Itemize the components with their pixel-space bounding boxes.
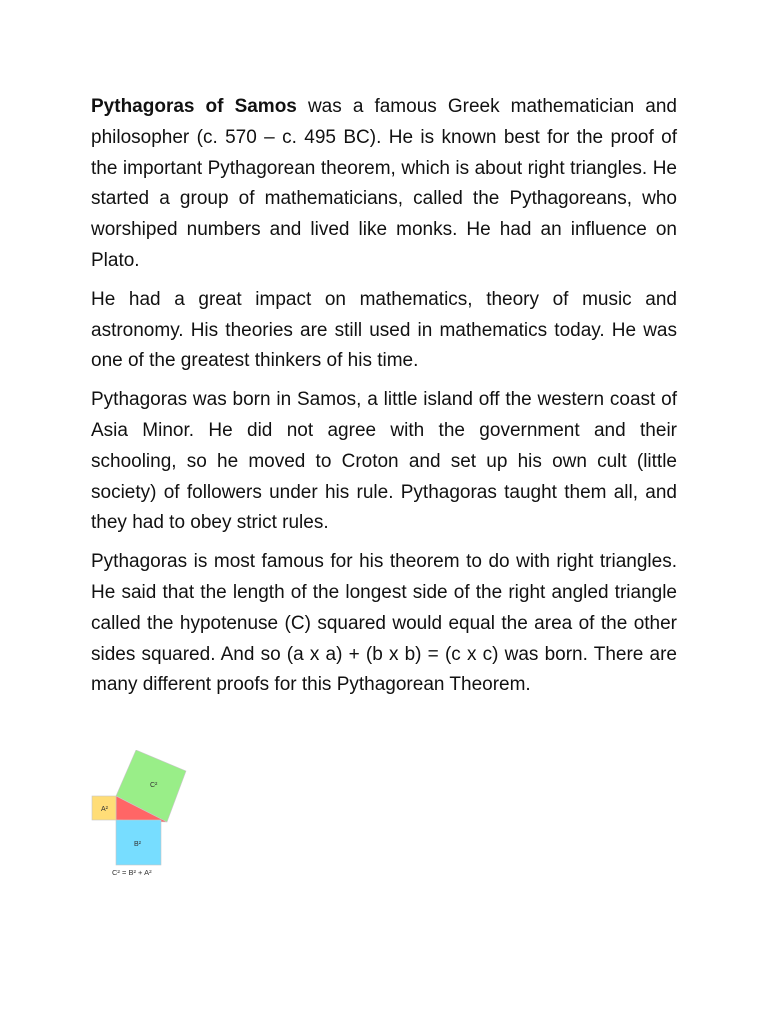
label-a-squared: A² <box>101 806 108 813</box>
label-b-squared: B² <box>134 841 141 848</box>
paragraph-2: He had a great impact on mathematics, theory of music and astronomy. His theories are still used in mathematics today. He was one of the greatest thinkers of his time. <box>91 288 677 372</box>
diagram-svg <box>88 750 198 880</box>
paragraph-1 <box>91 92 677 277</box>
paragraph-4: Pythagoras is most famous for his theorem to do with right triangles. He said that the length of the longest side of the right angled triangle called the hypotenuse (C) squared would equal the area of the other sides squared. And so (a x a) + (b x b) = (c x c) was born. There are many different proofs for this Pythagorean Theorem. <box>91 551 677 696</box>
document-body <box>91 92 677 709</box>
equation-caption: C² = B² + A² <box>112 868 152 877</box>
paragraph-3: Pythagoras was born in Samos, a little island off the western coast of Asia Minor. He did not agree with the government and their schooling, so he moved to Croton and set up his own cult (little society) of followers under his rule. Pythagoras taught them all, and they had to obey strict rules. <box>91 389 677 534</box>
label-c-squared: C² <box>150 782 158 789</box>
bold-lead-text: Pythagoras of Samos <box>91 96 297 117</box>
pythagorean-theorem-diagram <box>88 750 198 880</box>
paragraph-1-text: was a famous Greek mathematician and philosopher (c. 570 – c. 495 BC). He is known best for the proof of the important Pythagorean theorem, which is about right triangles. He started a group of mathematicians, called the Pythagoreans, who worshiped numbers and lived like monks. He had an influence on Plato. <box>91 96 677 271</box>
